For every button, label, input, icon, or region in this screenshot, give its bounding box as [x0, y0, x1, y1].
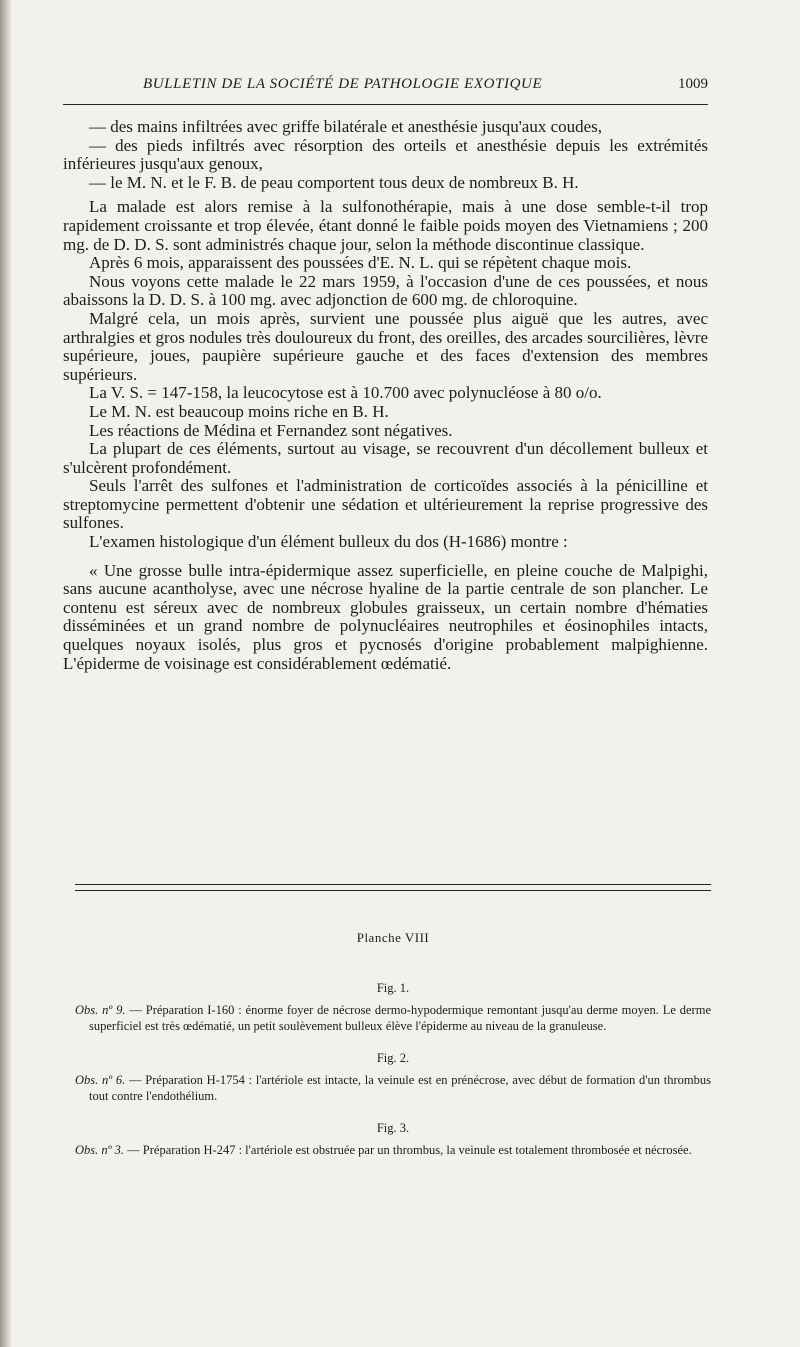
paragraph: Seuls l'arrêt des sulfones et l'administration de corticoïdes associés à la pénicilline et streptomycine permettent d'obtenir une sédation et ultérieurement la reprise progressive des sulfones. — [63, 476, 708, 533]
paragraph: L'examen histologique d'un élément bulleux du dos (H-1686) montre : — [89, 532, 568, 552]
figure-caption — [75, 1142, 711, 1158]
figure-caption — [75, 1002, 711, 1034]
figure-caption — [75, 1072, 711, 1104]
paragraph: — des pieds infiltrés avec résorption des orteils et anesthésie depuis les extrémités inférieures jusqu'aux genoux, — [63, 135, 708, 174]
observation-number: Obs. nº 9. — [75, 1003, 126, 1017]
paragraph: La malade est alors remise à la sulfonothérapie, mais à une dose semble-t-il trop rapidement croissante et trop élevée, étant donné le faible poids moyen des Vietnamiens ; 200 mg. de D. D. S. sont administrés chaque jour, selon la méthode discontinue classique. — [63, 197, 708, 254]
header-rule — [63, 104, 708, 105]
caption-text: — Préparation I-160 : énorme foyer de nécrose dermo-hypodermique remontant jusqu'au derme moyen. Le derme superficiel est très œdématié, un petit soulèvement bulleux élève l'épiderme au niveau de la granuleuse. — [89, 1003, 711, 1033]
running-header — [63, 76, 708, 98]
book-binding-shadow — [0, 0, 12, 1347]
body-text — [63, 118, 708, 673]
paragraph: — le M. N. et le F. B. de peau comportent tous deux de nombreux B. H. — [89, 172, 579, 192]
observation-number: Obs. nº 3. — [75, 1143, 125, 1157]
caption-text: — Préparation H-247 : l'artériole est obstruée par un thrombus, la veinule est totalement thrombosée et nécrosée. — [127, 1143, 692, 1157]
section-double-rule — [75, 884, 711, 891]
paragraph: La plupart de ces éléments, surtout au visage, se recouvrent d'un décollement bulleux et s'ulcèrent profondément. — [63, 439, 708, 477]
paragraph: — des mains infiltrées avec griffe bilatérale et anesthésie jusqu'aux coudes, — [89, 117, 603, 136]
quoted-histology-report: « Une grosse bulle intra-épidermique assez superficielle, en pleine couche de Malpighi, sans aucune acantholyse, avec une nécrose hyaline de la partie centrale de son plancher. Le contenu est séreux avec de nombreux globules graisseux, un certain nombre d'hématies disséminées et un grand nombre de polynucléaires neutrophiles et éosinophiles intacts, quelques noyaux isolés, plus gros et pycnosés d'origine probablement malpighienne. L'épiderme de voisinage est considérablement œdématié. — [63, 560, 708, 673]
plate-title: Planche VIII — [356, 930, 430, 945]
paragraph: Nous voyons cette malade le 22 mars 1959, à l'occasion d'une de ces poussées, et nous abaissons la D. D. S. à 100 mg. avec adjonction de 600 mg. de chloroquine. — [63, 271, 708, 310]
paragraph: Le M. N. est beaucoup moins riche en B. H. — [89, 401, 389, 421]
running-title: BULLETIN DE LA SOCIÉTÉ DE PATHOLOGIE EXOTIQUE — [143, 76, 543, 92]
page-number: 1009 — [678, 76, 708, 92]
observation-number: Obs. nº 6. — [75, 1073, 126, 1087]
plate-captions — [75, 930, 711, 1158]
paragraph: La V. S. = 147-158, la leucocytose est à 10.700 avec polynucléose à 80 o/o. — [89, 383, 602, 403]
caption-text: — Préparation H-1754 : l'artériole est intacte, la veinule est en prénécrose, avec début de formation d'un thrombus tout contre l'endothélium. — [89, 1073, 712, 1103]
paragraph: Les réactions de Médina et Fernandez sont négatives. — [89, 420, 453, 440]
paragraph: Malgré cela, un mois après, survient une poussée plus aiguë que les autres, avec arthralgies et gros nodules très douloureux du front, des oreilles, des arcades sourcilières, lèvre supérieure, joues, paupière supérieure gauche et des faces d'extension des membres supérieurs. — [63, 308, 708, 384]
figure-label: Fig. 1. — [376, 981, 410, 995]
figure-label: Fig. 2. — [376, 1051, 410, 1065]
figure-label: Fig. 3. — [376, 1121, 410, 1135]
paragraph: Après 6 mois, apparaissent des poussées d'E. N. L. qui se répètent chaque mois. — [89, 253, 632, 273]
